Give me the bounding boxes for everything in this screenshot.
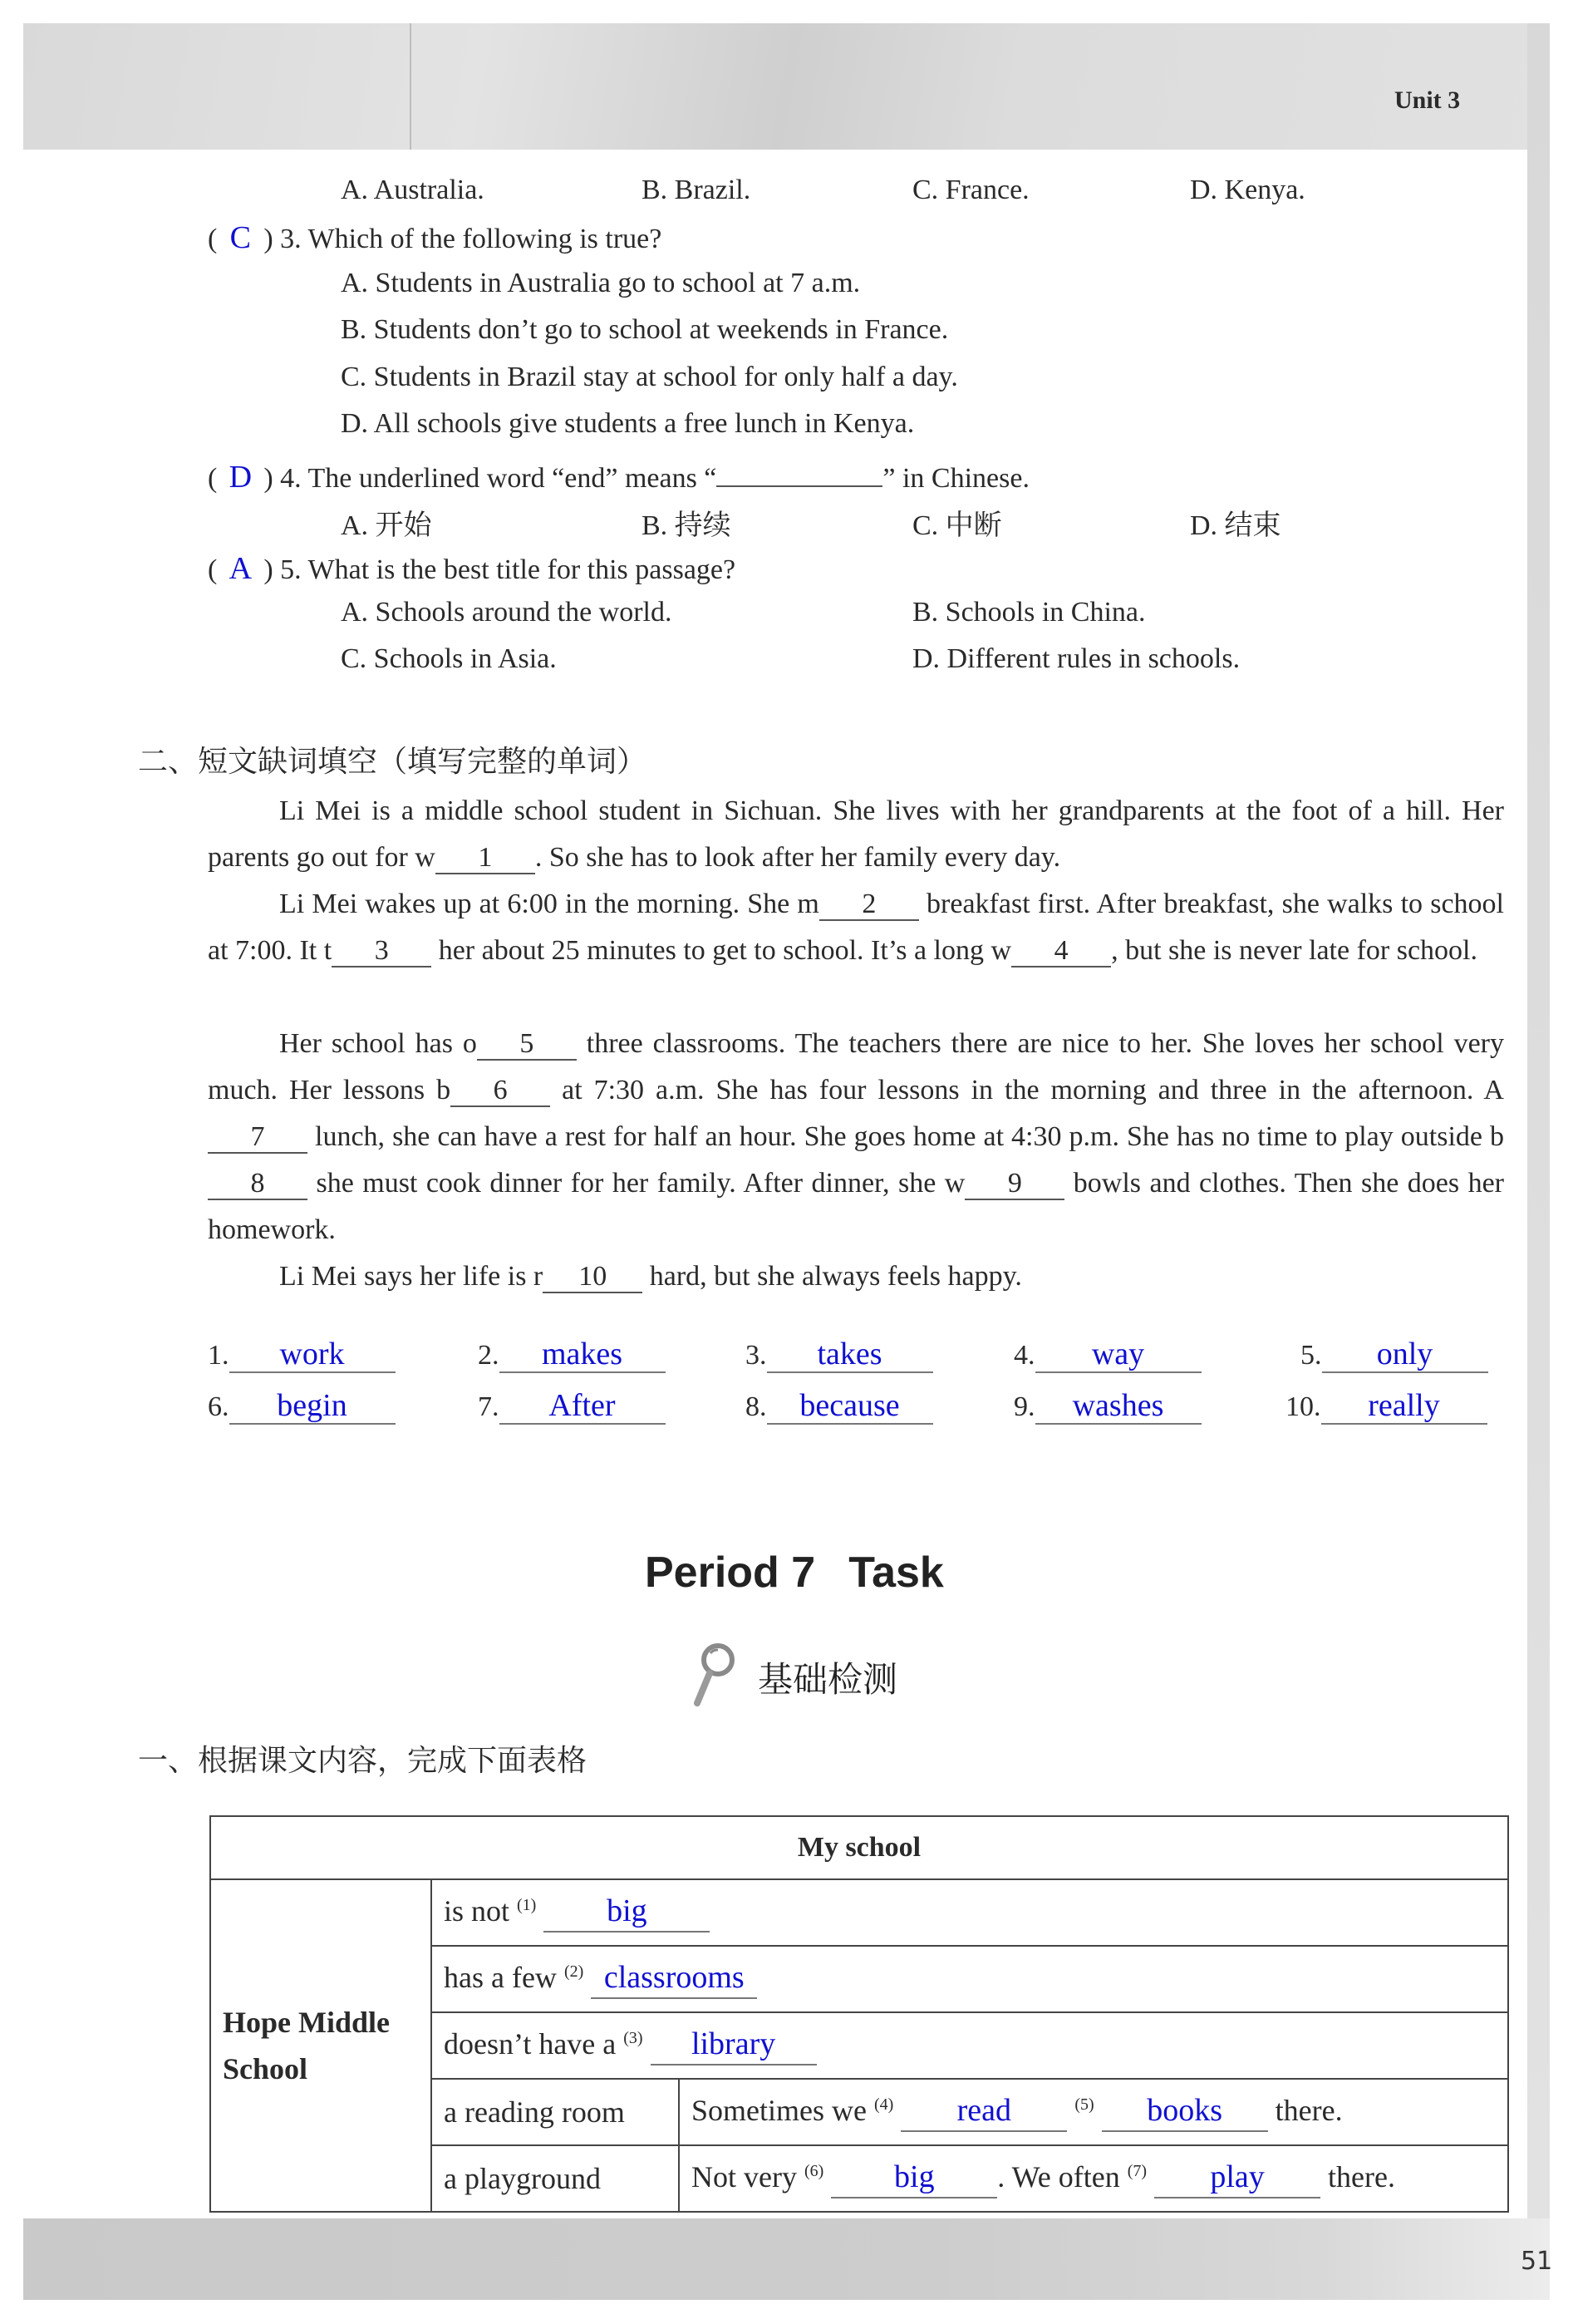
table-row: has a few $^{(2)}$ classrooms <box>431 1946 1508 2012</box>
cloze-answer-10: 10. really <box>1285 1388 1487 1425</box>
cloze-answer-1: 1. work <box>208 1337 396 1373</box>
q4-option-d: D. 结束 <box>1190 510 1281 541</box>
period-title: Period 7 Task <box>645 1549 944 1597</box>
open-paren: ( <box>208 224 218 254</box>
q4-option-b: B. 持续 <box>641 510 731 541</box>
table-row: Not very $^{(6)}$ big . We often $^{(7)}$ play there. <box>679 2145 1508 2212</box>
table-blank-5[interactable]: books <box>1102 2094 1268 2132</box>
cloze-paragraph-2: Li Mei wakes up at 6:00 in the morning. She m 2 breakfast first. After breakfast, she walks to school at 7:00. It t 3 her about 25 minutes to get to school. It’s a long w 4 , but she is never late for school. <box>208 889 1504 966</box>
table-section-heading: 一、根据课文内容，完成下面表格 <box>138 1744 587 1778</box>
footer-band <box>23 2218 1553 2300</box>
cloze-answer-5: 5. only <box>1300 1337 1488 1373</box>
table-blank-3[interactable]: library <box>651 2027 817 2066</box>
my-school-table <box>209 1815 1509 2213</box>
cloze-answer-9: 9. washes <box>1014 1388 1202 1425</box>
page-number: 51 <box>1521 2247 1553 2276</box>
cloze-answer-2: 2. makes <box>478 1337 666 1373</box>
page-fold <box>410 23 411 150</box>
cloze-answer-4: 4. way <box>1014 1337 1202 1373</box>
right-band <box>1527 23 1550 2226</box>
cloze-blank-10[interactable]: 10 <box>543 1262 642 1293</box>
q4-stem-after: ” in Chinese. <box>882 463 1030 494</box>
header-band <box>23 23 1550 150</box>
answer-field[interactable]: washes <box>1035 1388 1202 1425</box>
answer-field[interactable]: makes <box>499 1337 666 1373</box>
q5-option-b: B. Schools in China. <box>912 597 1146 628</box>
q4-option-a: A. 开始 <box>341 510 432 541</box>
q3-option-c: C. Students in Brazil stay at school for only half a day. <box>341 362 958 392</box>
q3-option-d: D. All schools give students a free lunch in Kenya. <box>341 408 915 439</box>
q3-stem: ) 3. Which of the following is true? <box>263 224 662 254</box>
cloze-paragraph-1: Li Mei is a middle school student in Sichuan. She lives with her grandparents at the foot of a hill. Her parents go out for w 1 . So she has to look after her family every day. <box>208 795 1504 873</box>
cloze-answer-7: 7. After <box>478 1388 666 1425</box>
q2-option-c: C. France. <box>912 175 1030 205</box>
cloze-blank-8[interactable]: 8 <box>208 1169 307 1200</box>
table-row: doesn’t have a $^{(3)}$ library <box>431 2012 1508 2079</box>
open-paren: ( <box>208 554 218 585</box>
answer-field[interactable]: because <box>767 1388 933 1425</box>
answer-field[interactable]: only <box>1322 1337 1488 1373</box>
q5-answer: A <box>229 551 253 586</box>
answer-field[interactable]: way <box>1035 1337 1202 1373</box>
q3-option-b: B. Students don’t go to school at weekends in France. <box>341 314 949 345</box>
q3-option-a: A. Students in Australia go to school at 7 a.m. <box>341 268 861 298</box>
cloze-blank-7[interactable]: 7 <box>208 1122 307 1154</box>
table-blank-7[interactable]: play <box>1154 2160 1320 2198</box>
cloze-blank-4[interactable]: 4 <box>1011 936 1111 968</box>
q5-stem: ) 5. What is the best title for this passage? <box>263 554 736 585</box>
question-5 <box>208 550 735 587</box>
cloze-blank-3[interactable]: 3 <box>332 936 431 968</box>
table-blank-6[interactable]: big <box>831 2160 997 2198</box>
question-4 <box>208 455 1030 495</box>
cloze-blank-5[interactable]: 5 <box>477 1029 577 1061</box>
cloze-blank-9[interactable]: 9 <box>965 1169 1064 1200</box>
school-name-cell: Hope Middle School <box>210 1879 431 2212</box>
q3-answer: C <box>229 220 251 255</box>
playground-label: a playground <box>431 2145 679 2212</box>
unit-label: Unit 3 <box>1394 86 1461 114</box>
q2-option-d: D. Kenya. <box>1190 175 1305 205</box>
table-row: is not $^{(1)}$ big <box>431 1879 1508 1946</box>
cloze-blank-2[interactable]: 2 <box>819 889 919 921</box>
answer-field[interactable]: After <box>499 1388 666 1425</box>
cloze-answer-3: 3. takes <box>745 1337 933 1373</box>
q4-answer: D <box>229 460 253 495</box>
q5-option-d: D. Different rules in schools. <box>912 643 1241 674</box>
q2-option-a: A. Australia. <box>341 175 484 205</box>
q5-option-a: A. Schools around the world. <box>341 597 672 628</box>
answer-field[interactable]: begin <box>229 1388 396 1425</box>
cloze-paragraph-4: Li Mei says her life is r 10 hard, but she always feels happy. <box>279 1261 1022 1292</box>
table-blank-1[interactable]: big <box>543 1894 710 1933</box>
cloze-answer-8: 8. because <box>745 1388 933 1425</box>
q2-option-b: B. Brazil. <box>641 175 751 205</box>
table-blank-2[interactable]: classrooms <box>591 1961 757 1999</box>
cloze-heading: 二、短文缺词填空（填写完整的单词） <box>138 745 647 779</box>
basic-check-heading: 基础检测 <box>690 1642 897 1712</box>
answer-field[interactable]: takes <box>767 1337 933 1373</box>
table-header: My school <box>210 1816 1508 1879</box>
answer-field[interactable]: work <box>229 1337 396 1373</box>
answer-field[interactable]: really <box>1321 1388 1487 1425</box>
q5-option-c: C. Schools in Asia. <box>341 643 557 674</box>
reading-room-label: a reading room <box>431 2079 679 2145</box>
magnifier-icon <box>690 1642 740 1712</box>
table-row: Sometimes we $^{(4)}$ read $^{(5)}$ books there. <box>679 2079 1508 2145</box>
question-3 <box>208 219 661 256</box>
cloze-blank-1[interactable]: 1 <box>435 843 535 874</box>
q4-option-c: C. 中断 <box>912 510 1002 541</box>
cloze-blank-6[interactable]: 6 <box>450 1076 550 1107</box>
q4-stem-before: ) 4. The underlined word “end” means “ <box>263 463 717 494</box>
cloze-answer-6: 6. begin <box>208 1388 396 1425</box>
cloze-paragraph-3: Her school has o 5 three classrooms. The teachers there are nice to her. She loves her school very much. Her lessons b 6 at 7:30 a.m. She has four lessons in the morning and three in the afternoon. A7 lunch, she can have a rest for half an hour. She goes home at 4:30 p.m. She has no time to play outside b8 she must cook dinner for her family. After dinner, she w 9 bowls and clothes. Then she does her homework. <box>208 1028 1504 1245</box>
open-paren: ( <box>208 463 218 494</box>
table-blank-4[interactable]: read <box>901 2094 1067 2132</box>
q4-blank[interactable] <box>716 455 882 487</box>
